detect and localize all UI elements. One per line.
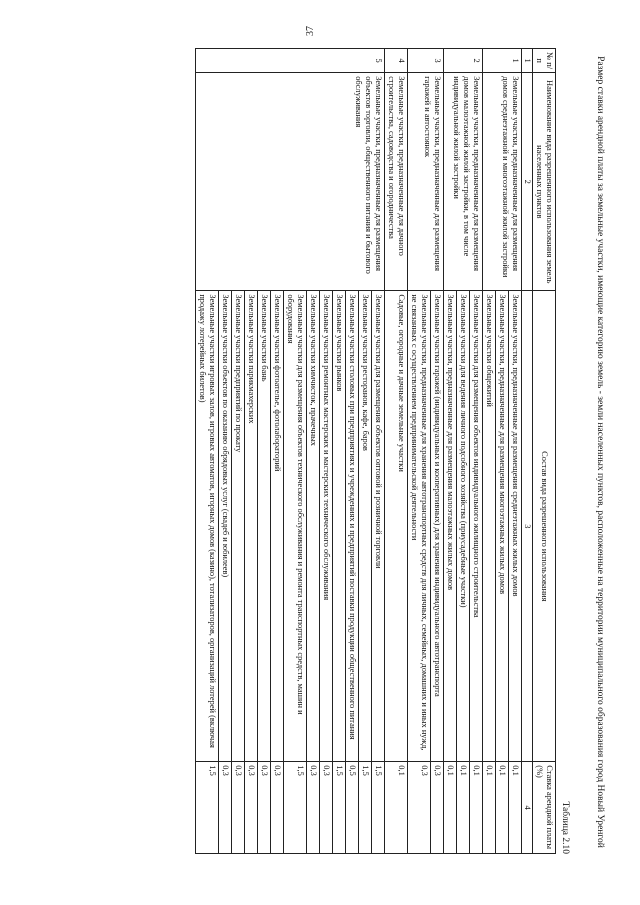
rent-rate: 0,3 bbox=[219, 762, 232, 854]
use-composition: Земельные участки игровых залов, игровых автоматов, игорных домов (казино), тотализаторов, организаций лотерей (включая продажу лотерейных билетов) bbox=[196, 291, 219, 762]
row-number: 4 bbox=[385, 49, 408, 73]
rent-rate: 0,1 bbox=[385, 762, 408, 854]
rent-rate: 0,3 bbox=[320, 762, 333, 854]
rent-rate: 0,3 bbox=[232, 762, 245, 854]
use-composition: Земельные участки, предназначенные для хранения автотранспортных средств для личных, семейных, домашних и иных нужд, не связанных с осуществлением предпринимательской деятельности bbox=[408, 291, 431, 762]
use-composition: Земельные участки, предназначенные для размещения среднеэтажных жилых домов bbox=[509, 291, 522, 762]
column-number-row bbox=[522, 49, 533, 854]
use-composition: Земельные участки общежитий bbox=[483, 291, 496, 762]
use-composition: Земельные участки, предназначенные для размещения малоэтажных жилых домов bbox=[444, 291, 457, 762]
use-type-name: Земельные участки, предназначенные для дачного строительства, садоводства и огородничества bbox=[385, 73, 408, 291]
table-row bbox=[385, 49, 408, 854]
column-number: 1 bbox=[522, 49, 533, 73]
use-composition: Земельные участки предприятий по прокату bbox=[232, 291, 245, 762]
use-type-name: Земельные участки, предназначенные для размещения домов среднеэтажной и многоэтажной жилой застройки bbox=[483, 73, 522, 291]
use-composition: Земельные участки ремонтных мастерских и мастерских технического обслуживания bbox=[320, 291, 333, 762]
document-title: Размер ставки арендной платы за земельные участки, имеющие категорию земель - земли населенных пунктов, расположенные на территории муниципального образования город Новый Уренгой bbox=[595, 56, 605, 848]
use-composition: Земельные участки бань bbox=[258, 291, 271, 762]
row-number: 3 bbox=[408, 49, 444, 73]
page-number: 37 bbox=[305, 26, 316, 36]
rent-rate: 0,3 bbox=[307, 762, 320, 854]
rent-rate: 0,1 bbox=[496, 762, 509, 854]
rent-rate: 0,1 bbox=[509, 762, 522, 854]
use-composition: Земельные участки парикмахерских bbox=[245, 291, 258, 762]
use-composition: Садовые, огородные и дачные земельные участки bbox=[385, 291, 408, 762]
use-composition: Земельные участки химчисток, прачечных bbox=[307, 291, 320, 762]
header-rate: Ставка арендной платы (%) bbox=[533, 762, 556, 854]
rates-table bbox=[195, 48, 556, 854]
table-row bbox=[431, 49, 444, 854]
use-composition: Земельные участки для размещения объектов оптовой и розничной торговли bbox=[372, 291, 385, 762]
column-number: 4 bbox=[522, 762, 533, 854]
use-composition: Земельные участки гаражей (индивидуальных и кооперативных) для хранения индивидуального автотранспорта bbox=[431, 291, 444, 762]
table-row bbox=[470, 49, 483, 854]
rent-rate: 1,5 bbox=[372, 762, 385, 854]
rent-rate: 0,3 bbox=[271, 762, 284, 854]
rent-rate: 0,1 bbox=[444, 762, 457, 854]
rent-rate: 0,3 bbox=[258, 762, 271, 854]
rotated-document bbox=[52, 42, 612, 862]
rent-rate: 0,1 bbox=[470, 762, 483, 854]
rent-rate: 0,1 bbox=[483, 762, 496, 854]
header-composition: Состав вида разрешенного использования bbox=[533, 291, 556, 762]
use-composition: Земельные участки для ведения личного подсобного хозяйства (приусадебные участки) bbox=[457, 291, 470, 762]
rent-rate: 1,5 bbox=[284, 762, 307, 854]
use-type-name: Земельные участки, предназначенные для размещения гаражей и автостоянок bbox=[408, 73, 444, 291]
use-composition: Земельные участки, предназначенные для размещения многоэтажных жилых домов bbox=[496, 291, 509, 762]
header-name: Наименование вида разрешенного использования земель населенных пунктов bbox=[533, 73, 556, 291]
rent-rate: 1,5 bbox=[333, 762, 346, 854]
use-type-name: Земельные участки, предназначенные для размещения домов малоэтажной жилой застройки, в том числе индивидуальной жилой застройки bbox=[444, 73, 483, 291]
use-composition: Земельные участки рынков bbox=[333, 291, 346, 762]
rent-rate: 1,5 bbox=[359, 762, 372, 854]
column-number: 2 bbox=[522, 73, 533, 291]
use-composition: Земельные участки фотоателье, фотолабораторий bbox=[271, 291, 284, 762]
use-type-name: Земельные участки, предназначенные для размещения объектов торговли, общественного питания и бытового обслуживания bbox=[196, 73, 385, 291]
header-no: № п/п bbox=[533, 49, 556, 73]
header-row bbox=[533, 49, 556, 854]
rent-rate: 0,5 bbox=[346, 762, 359, 854]
use-composition: Земельные участки объектов по оказанию обрядовых услуг (свадеб и юбилеев) bbox=[219, 291, 232, 762]
row-number: 2 bbox=[444, 49, 483, 73]
use-composition: Земельные участки для размещения объектов технического обслуживания и ремонта транспортных средств, машин и оборудования bbox=[284, 291, 307, 762]
row-number: 1 bbox=[483, 49, 522, 73]
table-row bbox=[372, 49, 385, 854]
table-label: Таблица 2.10 bbox=[560, 801, 570, 854]
table-row bbox=[509, 49, 522, 854]
use-composition: Земельные участки ресторанов, кафе, баров bbox=[359, 291, 372, 762]
column-number: 3 bbox=[522, 291, 533, 762]
table-body bbox=[196, 49, 522, 854]
use-composition: Земельные участки для размещения объектов индивидуального жилищного строительства bbox=[470, 291, 483, 762]
rent-rate: 0,3 bbox=[408, 762, 431, 854]
use-composition: Земельные участки столовых при предприятиях и учреждениях и предприятий поставки продукции общественного питания bbox=[346, 291, 359, 762]
rent-rate: 0,1 bbox=[457, 762, 470, 854]
rent-rate: 0,3 bbox=[245, 762, 258, 854]
rent-rate: 0,3 bbox=[431, 762, 444, 854]
row-number: 5 bbox=[196, 49, 385, 73]
rent-rate: 1,5 bbox=[196, 762, 219, 854]
